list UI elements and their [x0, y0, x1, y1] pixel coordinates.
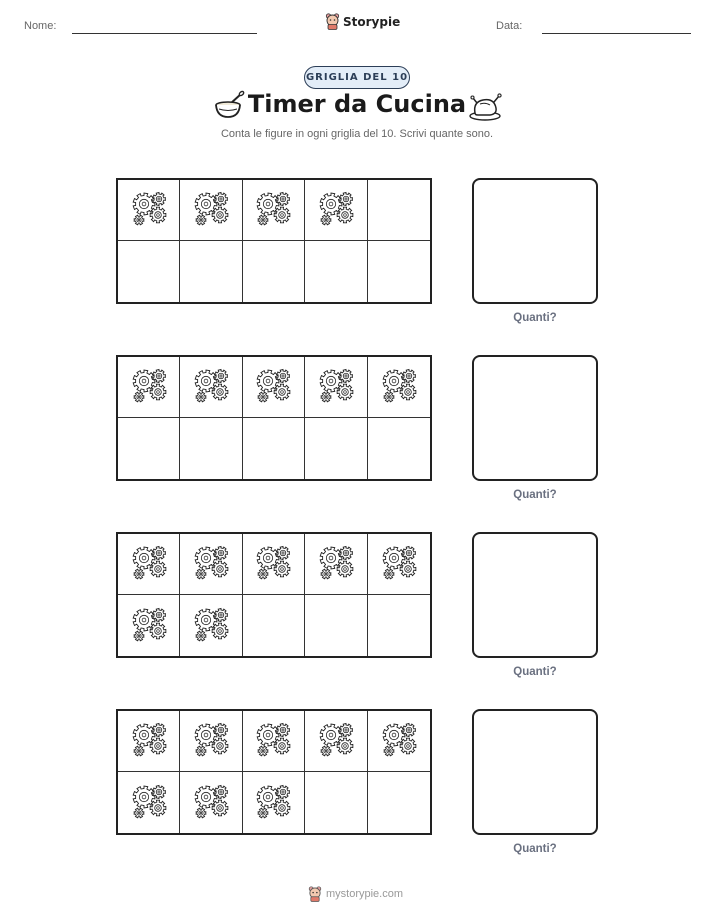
answer-box-3[interactable]: [472, 532, 598, 658]
worksheet-type-badge: GRIGLIA DEL 10: [304, 66, 410, 89]
grid-cell: [118, 357, 180, 418]
grid-cell: [118, 595, 180, 656]
answer-label-4: Quanti?: [513, 843, 557, 855]
instructions: Conta le figure in ogni griglia del 10. Scrivi quante sono.: [220, 128, 494, 140]
grid-cell: [243, 418, 305, 479]
roast-chicken-icon: [468, 90, 502, 122]
name-line[interactable]: [72, 33, 257, 34]
grid-cell: [305, 418, 367, 479]
grid-cell: [180, 241, 242, 302]
gears-icon: [254, 365, 292, 409]
grid-cell: [243, 357, 305, 418]
gears-icon: [130, 188, 168, 232]
gears-icon: [192, 781, 230, 825]
ten-frame-4: [116, 709, 432, 835]
gears-icon: [317, 719, 355, 763]
grid-cell: [305, 772, 367, 833]
grid-cell: [243, 595, 305, 656]
storypie-mascot-icon: [308, 886, 322, 902]
grid-cell: [368, 772, 430, 833]
brand-name: Storypie: [343, 14, 401, 29]
gears-icon: [192, 365, 230, 409]
grid-cell: [243, 711, 305, 772]
gears-icon: [192, 719, 230, 763]
grid-cell: [305, 595, 367, 656]
grid-cell: [368, 418, 430, 479]
gears-icon: [192, 604, 230, 648]
gears-icon: [254, 781, 292, 825]
answer-box-2[interactable]: [472, 355, 598, 481]
gears-icon: [130, 365, 168, 409]
grid-cell: [118, 711, 180, 772]
gears-icon: [130, 604, 168, 648]
grid-cell: [243, 241, 305, 302]
gears-icon: [380, 719, 418, 763]
grid-cell: [180, 534, 242, 595]
gears-icon: [317, 542, 355, 586]
brand-logo: [325, 13, 400, 30]
grid-cell: [118, 534, 180, 595]
answer-label-3: Quanti?: [513, 666, 557, 678]
grid-cell: [180, 711, 242, 772]
gears-icon: [192, 188, 230, 232]
gears-icon: [317, 365, 355, 409]
grid-cell: [368, 534, 430, 595]
grid-cell: [180, 357, 242, 418]
storypie-mascot-icon: [325, 13, 340, 30]
grid-cell: [180, 595, 242, 656]
page-title: Timer da Cucina: [247, 90, 467, 118]
ten-frame-2: [116, 355, 432, 481]
grid-cell: [305, 711, 367, 772]
grid-cell: [180, 418, 242, 479]
gears-icon: [380, 365, 418, 409]
date-line[interactable]: [542, 33, 691, 34]
answer-box-4[interactable]: [472, 709, 598, 835]
grid-cell: [368, 595, 430, 656]
grid-cell: [368, 180, 430, 241]
answer-box-1[interactable]: [472, 178, 598, 304]
grid-cell: [118, 418, 180, 479]
grid-cell: [305, 357, 367, 418]
gears-icon: [380, 542, 418, 586]
gears-icon: [317, 188, 355, 232]
ten-frame-3: [116, 532, 432, 658]
grid-cell: [305, 180, 367, 241]
gears-icon: [254, 719, 292, 763]
ten-frame-1: [116, 178, 432, 304]
grid-cell: [243, 534, 305, 595]
grid-cell: [118, 772, 180, 833]
grid-cell: [118, 241, 180, 302]
footer-url: mystorypie.com: [326, 888, 404, 900]
gears-icon: [192, 542, 230, 586]
grid-cell: [118, 180, 180, 241]
gears-icon: [254, 542, 292, 586]
grid-cell: [368, 241, 430, 302]
grid-cell: [305, 241, 367, 302]
grid-cell: [368, 357, 430, 418]
gears-icon: [254, 188, 292, 232]
grid-cell: [243, 180, 305, 241]
gears-icon: [130, 719, 168, 763]
gears-icon: [130, 542, 168, 586]
grid-cell: [243, 772, 305, 833]
answer-label-1: Quanti?: [513, 312, 557, 324]
grid-cell: [368, 711, 430, 772]
name-label: Nome:: [24, 20, 57, 32]
answer-label-2: Quanti?: [513, 489, 557, 501]
grid-cell: [305, 534, 367, 595]
grid-cell: [180, 180, 242, 241]
gears-icon: [130, 781, 168, 825]
footer: [308, 886, 403, 902]
date-label: Data:: [496, 20, 523, 32]
grid-cell: [180, 772, 242, 833]
